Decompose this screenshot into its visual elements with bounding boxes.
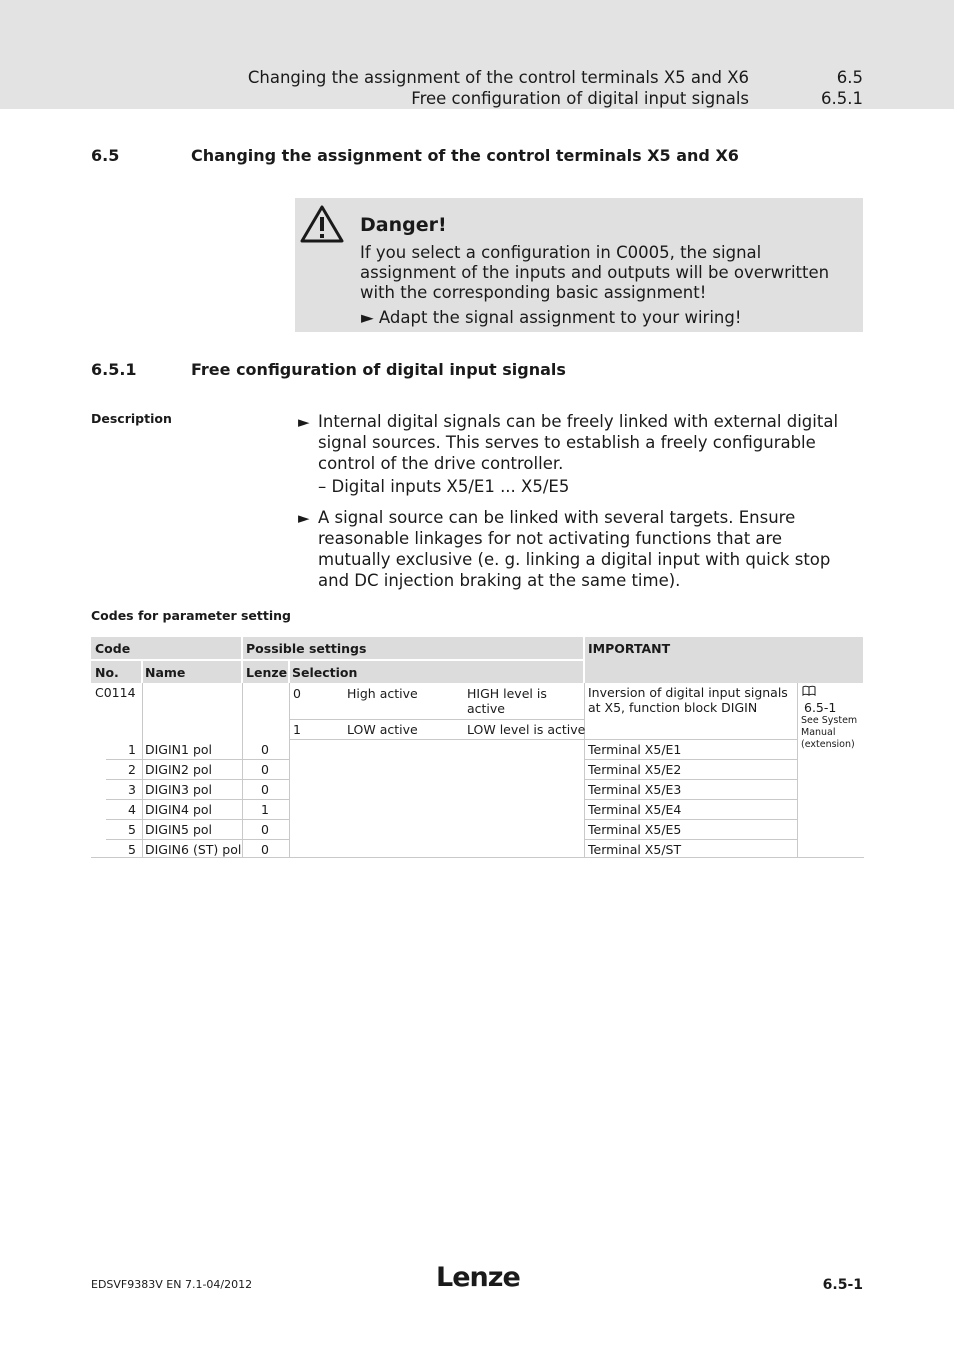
selection-value: 1: [293, 722, 301, 737]
subcode-lenze: 0: [261, 762, 269, 777]
subcode-name: DIGIN3 pol: [145, 782, 213, 797]
description-bullet-2: A signal source can be linked with several targets. Ensure reasonable linkages for not activating functions that are mutually exclusive (e. g. linking a digital input with quick stop and DC injection braking at the same time).: [318, 508, 831, 590]
important-text: Inversion of digital input signals at X5, function block DIGIN: [588, 685, 788, 715]
danger-title: Danger!: [360, 214, 447, 236]
footer-page-number: 6.5-1: [822, 1277, 863, 1293]
header-section-title: Free configuration of digital input signals: [411, 89, 749, 108]
subcode-lenze: 0: [261, 742, 269, 757]
danger-text: If you select a configuration in C0005, the signal assignment of the inputs and outputs will be overwritten with the corresponding basic assignment!: [360, 243, 830, 302]
subcode-important: Terminal X5/E5: [588, 822, 682, 837]
subcode-number: 2: [128, 762, 136, 777]
subcode-lenze: 0: [261, 782, 269, 797]
subsection-number: 6.5.1: [91, 360, 137, 379]
subcode-number: 5: [128, 842, 136, 857]
bullet-icon: ►: [298, 413, 310, 431]
header-chapter-num: 6.5: [836, 68, 863, 87]
selection-description: HIGH level is active: [467, 686, 547, 716]
subsection-title: Free configuration of digital input signals: [191, 360, 566, 379]
reference-page: 6.5-1: [804, 700, 837, 715]
lenze-logo: Lenze: [436, 1262, 520, 1293]
header-chapter-title: Changing the assignment of the control terminals X5 and X6: [247, 68, 749, 87]
reference-note: See System Manual (extension): [801, 715, 858, 750]
table-header-possible-settings: Possible settings: [246, 641, 367, 656]
footer-doc-id: EDSVF9383V EN 7.1-04/2012: [91, 1278, 253, 1291]
subcode-lenze: 1: [261, 802, 269, 817]
danger-box: [295, 198, 863, 332]
code-number: C0114: [95, 685, 136, 700]
bullet-icon: ►: [298, 509, 310, 527]
warning-triangle-icon: [300, 204, 344, 244]
subcode-number: 4: [128, 802, 136, 817]
section-number: 6.5: [91, 146, 120, 165]
table-header-important: IMPORTANT: [588, 641, 671, 656]
description-bullet-1-sub: – Digital inputs X5/E1 ... X5/E5: [318, 477, 570, 496]
subcode-important: Terminal X5/E4: [588, 802, 682, 817]
subcode-important: Terminal X5/E2: [588, 762, 682, 777]
subcode-number: 5: [128, 822, 136, 837]
selection-description: LOW level is active: [467, 722, 586, 737]
subcode-important: Terminal X5/E3: [588, 782, 682, 797]
subcode-name: DIGIN4 pol: [145, 802, 213, 817]
codes-label: Codes for parameter setting: [91, 608, 291, 623]
description-bullet-1: Internal digital signals can be freely linked with external digital signal sources. This serves to establish a freely configurable control of the drive controller.: [318, 412, 839, 473]
danger-action: ► Adapt the signal assignment to your wiring!: [361, 308, 742, 327]
subcode-important: Terminal X5/E1: [588, 742, 682, 757]
book-icon: [802, 685, 816, 696]
description-label: Description: [91, 411, 172, 426]
subcode-name: DIGIN1 pol: [145, 742, 213, 757]
header-section-num: 6.5.1: [821, 89, 863, 108]
subcode-number: 1: [128, 742, 136, 757]
subcode-name: DIGIN6 (ST) pol: [145, 842, 242, 857]
selection-value: 0: [293, 686, 301, 701]
subcode-name: DIGIN5 pol: [145, 822, 213, 837]
table-header-lenze: Lenze: [246, 665, 288, 680]
subcode-number: 3: [128, 782, 136, 797]
subcode-important: Terminal X5/ST: [588, 842, 682, 857]
subcode-lenze: 0: [261, 842, 269, 857]
section-title: Changing the assignment of the control terminals X5 and X6: [191, 146, 739, 165]
table-header-selection: Selection: [292, 665, 358, 680]
table-header-code: Code: [95, 641, 131, 656]
selection-label: High active: [347, 686, 418, 701]
table-header-name: Name: [145, 665, 186, 680]
subcode-lenze: 0: [261, 822, 269, 837]
subcode-name: DIGIN2 pol: [145, 762, 213, 777]
table-header-no: No.: [95, 665, 119, 680]
selection-label: LOW active: [347, 722, 418, 737]
